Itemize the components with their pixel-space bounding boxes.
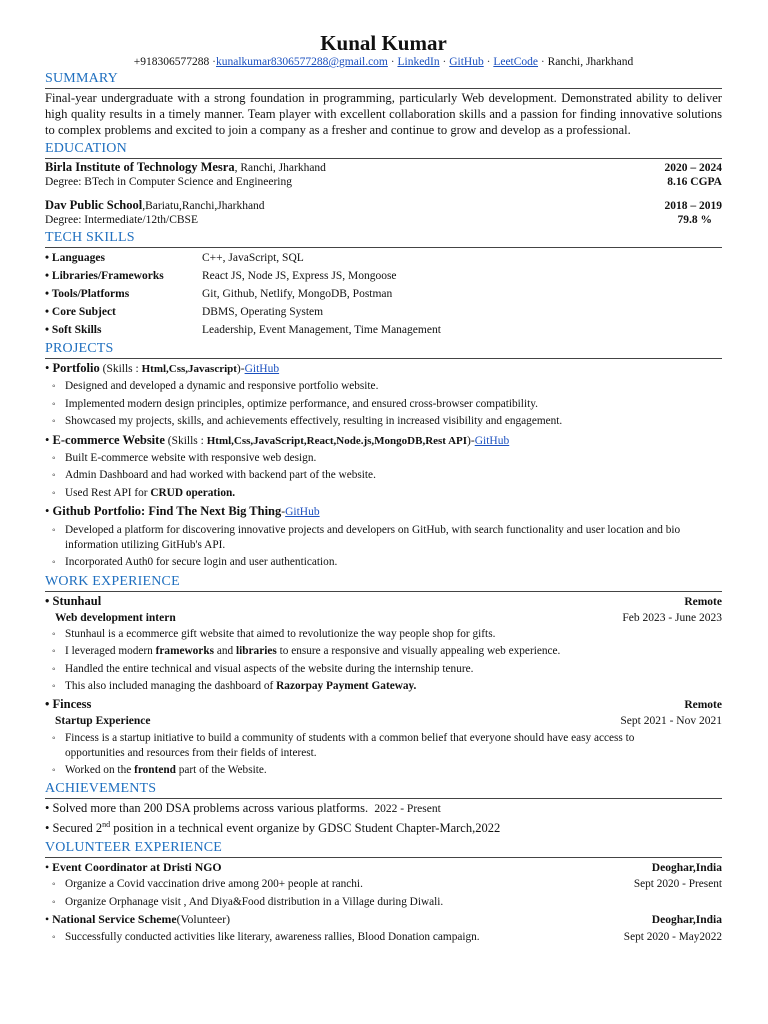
skill-key: • Libraries/Frameworks: [45, 270, 164, 283]
education-years: 2020 – 2024: [664, 162, 722, 175]
project-github-link[interactable]: GitHub: [244, 363, 280, 376]
skill-row: [45, 249, 722, 267]
role: Startup Experience: [55, 714, 151, 727]
skill-value: React JS, Node JS, Express JS, Mongoose: [202, 270, 397, 283]
education-item: [45, 199, 722, 227]
org-location: Deoghar,India: [651, 861, 722, 874]
score: 79.8 %: [677, 213, 712, 226]
skills-prefix: (Skills :: [99, 363, 142, 376]
bullet-text: Successfully conducted activities like literary, awareness rallies, Blood Donation campaign.: [65, 930, 480, 943]
volunteer-header: • Event Coordinator at Dristi NGO Deoghar,India: [45, 859, 722, 874]
project-github-link[interactable]: GitHub: [285, 506, 320, 519]
skill-row: [45, 285, 722, 303]
linkedin-link[interactable]: LinkedIn: [397, 56, 440, 68]
skill-value: Git, Github, Netlify, MongoDB, Postman: [202, 288, 393, 301]
ordinal-suffix: nd: [102, 820, 111, 830]
bullet-text: and: [214, 645, 236, 658]
project-skills: Html,Css,JavaScript,React,Node.js,MongoDB,Rest API: [206, 434, 468, 447]
skill-key: • Tools/Platforms: [45, 288, 130, 301]
dates: Sept 2021 - Nov 2021: [620, 714, 722, 727]
list-item: ◦ Developed a platform for discovering innovative projects and developers on GitHub, with search functionality and user location and bio information utilizing GitHub's API.: [52, 524, 681, 552]
phone: +918306577288: [133, 56, 210, 68]
education-item: [45, 161, 722, 189]
degree: Degree: BTech in Computer Science and Engineering: [45, 175, 292, 188]
bullet-text: Developed a platform for discovering innovative projects and developers on GitHub, with search functionality and user location and bio information utilizing GitHub's API.: [65, 524, 681, 552]
bullet-text: part of the Website.: [175, 763, 267, 776]
school-name: Dav Public School: [45, 198, 143, 213]
list-item: ◦ Designed and developed a dynamic and responsive portfolio website.: [52, 380, 379, 393]
skill-key: • Core Subject: [45, 306, 116, 319]
bullet-text: Stunhaul is a ecommerce gift website that aimed to revolutionize the way people shop for gifts.: [65, 627, 496, 640]
candidate-name: Kunal Kumar: [320, 31, 447, 55]
section-summary-title: SUMMARY: [45, 71, 722, 89]
bullet-text: I leveraged modern: [65, 645, 156, 658]
list-item: ◦ Stunhaul is a ecommerce gift website that aimed to revolutionize the way people shop for gifts.: [52, 627, 496, 640]
bullet-text: Incorporated Auth0 for secure login and user authentication.: [65, 556, 338, 569]
bullet-text: to ensure a responsive and visually appealing web experience.: [276, 645, 561, 658]
bullet-bold: Razorpay Payment Gateway.: [276, 680, 417, 693]
volunteer-header: • National Service Scheme(Volunteer) Deoghar,India: [45, 912, 722, 927]
achievement-text: • Secured 2: [45, 821, 103, 836]
list-item: ◦ I leveraged modern frameworks and libraries to ensure a responsive and visually appealing web experience.: [52, 645, 561, 658]
project-name: Portfolio: [52, 361, 100, 376]
bullet-text: Worked on the: [65, 763, 135, 776]
skill-key: • Languages: [45, 252, 105, 265]
location: Ranchi, Jharkhand: [547, 56, 634, 68]
score: 8.16 CGPA: [667, 175, 722, 188]
bullet-text: Organize a Covid vaccination drive among 200+ people at ranchi.: [65, 878, 363, 891]
list-item: ◦ This also included managing the dashboard of Razorpay Payment Gateway.: [52, 680, 417, 693]
achievement-date: 2022 - Present: [374, 803, 441, 816]
list-item: ◦ Showcased my projects, skills, and achievements effectively, resulting in increased visibility and engagement.: [52, 415, 563, 428]
bullet-text: Fincess is a startup initiative to build a community of students with a common belief that everyone should have easy access to opportunities and resources from their fields of interest.: [65, 731, 635, 759]
org-name: National Service Scheme: [52, 912, 177, 927]
bullet-text: Designed and developed a dynamic and responsive portfolio website.: [65, 380, 379, 393]
bullet-text: Organize Orphanage visit , And Diya&Food distribution in a Village during Diwali.: [65, 895, 444, 908]
achievement-item: [45, 817, 722, 836]
list-item: ◦ Used Rest API for CRUD operation.: [52, 486, 236, 499]
role: Web development intern: [55, 611, 176, 624]
contact-line: +918306577288 ·kunalkumar8306577288@gmail.com · LinkedIn · GitHub · LeetCode · Ranchi, Jharkhand: [133, 56, 634, 68]
degree: Degree: Intermediate/12th/CBSE: [45, 213, 198, 226]
bullet-text: Showcased my projects, skills, and achievements effectively, resulting in increased visibility and engagement.: [65, 415, 563, 428]
dates: Sept 2020 - Present: [633, 878, 722, 891]
project-name: Github Portfolio: Find The Next Big Thing: [52, 504, 282, 519]
section-work-title: WORK EXPERIENCE: [45, 574, 722, 592]
list-item: ◦ Admin Dashboard and had worked with backend part of the website.: [52, 469, 376, 482]
github-link[interactable]: GitHub: [449, 56, 484, 68]
section-projects-title: PROJECTS: [45, 341, 722, 359]
skill-key: • Soft Skills: [45, 324, 102, 337]
list-item: ◦ Successfully conducted activities like literary, awareness rallies, Blood Donation campaign. Sept 2020 - May2022: [45, 929, 722, 947]
list-item: ◦ Handled the entire technical and visual aspects of the website during the internship tenure.: [52, 662, 474, 675]
bullet-text: Built E-commerce website with responsive web design.: [65, 451, 317, 464]
list-item: ◦ Incorporated Auth0 for secure login and user authentication.: [52, 556, 338, 569]
work-header: • Stunhaul Remote: [45, 593, 722, 608]
skills-prefix: (Skills :: [164, 434, 207, 447]
work-subheader: [45, 713, 722, 729]
list-item: ◦ Organize Orphanage visit , And Diya&Food distribution in a Village during Diwali.: [52, 895, 444, 908]
skill-row: [45, 303, 722, 321]
education-years: 2018 – 2019: [664, 200, 722, 213]
school-place: , Ranchi, Jharkhand: [234, 162, 326, 175]
achievement-item: [45, 800, 722, 817]
skill-value: DBMS, Operating System: [202, 306, 324, 319]
bullet-bold: frontend: [134, 763, 176, 776]
skill-value: Leadership, Event Management, Time Management: [202, 324, 441, 337]
skill-row: [45, 321, 722, 339]
section-achievements-title: ACHIEVEMENTS: [45, 781, 722, 799]
email-link[interactable]: kunalkumar8306577288@gmail.com: [216, 56, 388, 68]
skill-row: [45, 267, 722, 285]
bullet-text: Handled the entire technical and visual aspects of the website during the internship tenure.: [65, 662, 474, 675]
company-name: Fincess: [52, 696, 92, 711]
project-title: • E-commerce Website (Skills : Html,Css,JavaScript,React,Node.js,MongoDB,Rest API)-GitHub: [45, 432, 510, 447]
bullet-text: Admin Dashboard and had worked with backend part of the website.: [65, 469, 376, 482]
list-item: ◦ Fincess is a startup initiative to build a community of students with a common belief that everyone should have easy access to opportunities and resources from their fields of interest.: [52, 731, 635, 759]
skills-suffix: )-: [236, 363, 245, 376]
org-role: (Volunteer): [176, 912, 231, 927]
work-header: • Fincess Remote: [45, 696, 722, 711]
bullet-bold: frameworks: [155, 645, 215, 658]
achievement-text: position in a technical event organize by GDSC Student Chapter-March,2022: [110, 821, 501, 836]
skills-list: [45, 249, 722, 339]
bullet-text: Implemented modern design principles, optimize performance, and ensured cross-browser compatibility.: [65, 397, 538, 410]
project-title: • Github Portfolio: Find The Next Big Thing-GitHub: [45, 504, 320, 519]
org-location: Deoghar,India: [651, 914, 722, 927]
achievement-text: • Solved more than 200 DSA problems across various platforms.: [45, 801, 369, 816]
list-item: ◦ Organize a Covid vaccination drive among 200+ people at ranchi. Sept 2020 - Present: [45, 876, 722, 894]
work-mode: Remote: [684, 595, 722, 608]
project-title: • Portfolio (Skills : Html,Css,Javascript)-GitHub: [45, 361, 280, 376]
project-github-link[interactable]: GitHub: [474, 434, 510, 447]
company-name: Stunhaul: [52, 593, 102, 608]
dates: Feb 2023 - June 2023: [622, 611, 722, 624]
list-item: ◦ Built E-commerce website with responsive web design.: [52, 451, 317, 464]
bullet-text: Used Rest API for: [65, 486, 151, 499]
org-name: Event Coordinator at Dristi NGO: [52, 859, 222, 874]
link-prefix: -: [281, 506, 286, 519]
section-education-title: EDUCATION: [45, 141, 722, 159]
school-name: Birla Institute of Technology Mesra: [45, 160, 235, 175]
skill-value: C++, JavaScript, SQL: [202, 252, 304, 265]
dates: Sept 2020 - May2022: [623, 930, 722, 943]
skills-suffix: )-: [467, 434, 475, 447]
leetcode-link[interactable]: LeetCode: [493, 56, 539, 68]
bullet-bold: libraries: [235, 645, 277, 658]
section-skills-title: TECH SKILLS: [45, 230, 722, 248]
section-volunteer-title: VOLUNTEER EXPERIENCE: [45, 840, 722, 858]
list-item: ◦ Implemented modern design principles, optimize performance, and ensured cross-browser compatibility.: [52, 397, 538, 410]
list-item: ◦ Worked on the frontend part of the Website.: [52, 763, 267, 776]
work-subheader: [45, 610, 722, 626]
project-skills: Html,Css,Javascript: [141, 363, 237, 376]
summary-text: Final-year undergraduate with a strong foundation in programming, particularly Web development. Demonstrated ability to deliver high quality results in a timely manner. Team player with excellent collaboration skills and a passion for finding innovative solutions to complex problems and excited to join a company as a fresher and continue to grow and develop as a professional.: [45, 91, 722, 137]
project-name: E-commerce Website: [52, 432, 165, 447]
school-place: ,Bariatu,Ranchi,Jharkhand: [142, 200, 265, 213]
work-mode: Remote: [684, 698, 722, 711]
bullet-bold: CRUD operation.: [150, 486, 236, 499]
bullet-text: This also included managing the dashboard of: [65, 680, 277, 693]
